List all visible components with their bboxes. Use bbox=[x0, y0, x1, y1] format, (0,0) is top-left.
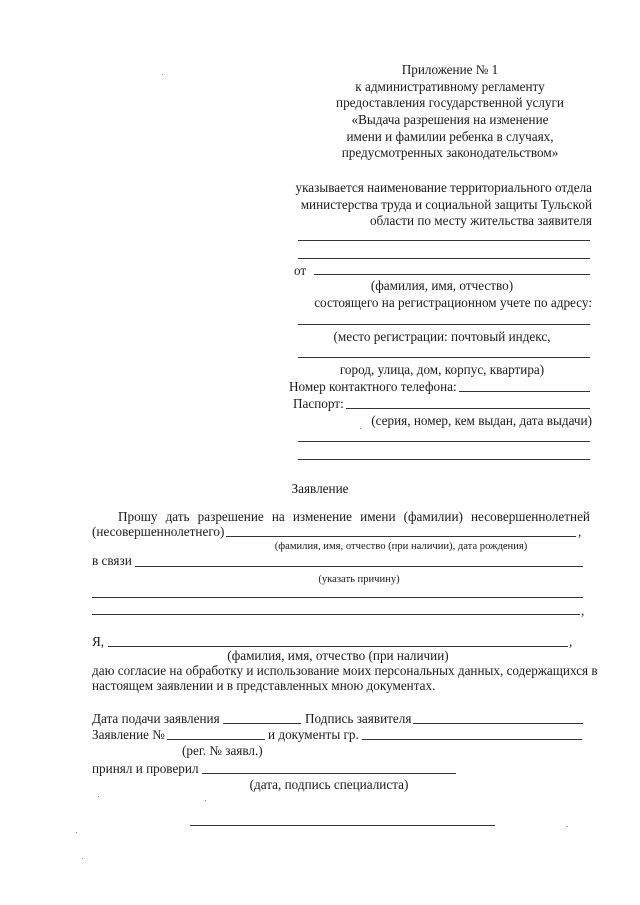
address-hint: город, улица, дом, корпус, квартира) bbox=[339, 362, 545, 377]
scan-speck bbox=[567, 826, 568, 827]
passport-extra-line[interactable] bbox=[298, 441, 590, 442]
i-hint: (фамилия, имя, отчество (при наличии) bbox=[227, 648, 449, 663]
i-label: Я, bbox=[92, 634, 105, 649]
fio-hint: (фамилия, имя, отчество) bbox=[370, 278, 514, 293]
phone-field[interactable] bbox=[459, 391, 590, 392]
appendix-title: Приложение № 1 bbox=[401, 62, 499, 77]
documents-name-field[interactable] bbox=[362, 739, 582, 740]
scan-speck bbox=[205, 800, 206, 801]
scan-speck bbox=[162, 74, 163, 75]
application-label: Заявление № bbox=[92, 727, 165, 742]
passport-label: Паспорт: bbox=[293, 396, 344, 411]
phone-label: Номер контактного телефона: bbox=[289, 379, 457, 394]
addressee-blank-line[interactable] bbox=[298, 240, 590, 241]
passport-extra-line[interactable] bbox=[298, 459, 590, 460]
reason-label: в связи bbox=[92, 553, 132, 568]
addressee-blank-line[interactable] bbox=[298, 258, 590, 259]
scan-speck bbox=[98, 796, 99, 797]
comma: , bbox=[578, 524, 582, 539]
signature-label: Подпись заявителя bbox=[305, 711, 412, 726]
reason-field[interactable] bbox=[135, 566, 583, 567]
from-fio-line[interactable] bbox=[314, 274, 590, 275]
consent-line: даю согласие на обработку и использование моих персональных данных, содержащихся в bbox=[92, 663, 598, 678]
reason-hint: (указать причину) bbox=[318, 574, 400, 585]
scan-speck bbox=[360, 428, 361, 429]
accepted-label: принял и проверил bbox=[92, 761, 199, 776]
registration-line[interactable] bbox=[298, 324, 590, 325]
documents-label: и документы гр. bbox=[268, 727, 359, 742]
signature-field[interactable] bbox=[413, 723, 583, 724]
appendix-line: предоставления государственной услуги bbox=[336, 95, 564, 110]
application-number-field[interactable] bbox=[167, 739, 265, 740]
appendix-line: предусмотренных законодательством» bbox=[341, 145, 559, 160]
document-title: Заявление bbox=[291, 481, 349, 496]
reg-hint: (рег. № заявл.) bbox=[182, 743, 263, 758]
appendix-line: «Выдача разрешения на изменение bbox=[351, 112, 549, 127]
appendix-line: к административному регламенту bbox=[355, 79, 545, 94]
place-hint: (место регистрации: почтовый индекс, bbox=[333, 329, 551, 344]
addressee-line: министерства труда и социальной защиты Тульской bbox=[300, 197, 592, 212]
request-line: (несовершеннолетнего) bbox=[92, 524, 225, 539]
scan-speck bbox=[76, 832, 77, 833]
reason-extra-line[interactable] bbox=[92, 614, 580, 615]
applicant-name-field[interactable] bbox=[108, 646, 568, 647]
address-line[interactable] bbox=[298, 357, 590, 358]
date-field[interactable] bbox=[223, 723, 301, 724]
date-label: Дата подачи заявления bbox=[92, 711, 220, 726]
from-label: от bbox=[294, 263, 307, 278]
comma: , bbox=[569, 634, 573, 649]
passport-hint: (серия, номер, кем выдан, дата выдачи) bbox=[371, 413, 592, 428]
accepted-field[interactable] bbox=[202, 773, 456, 774]
addressee-line: области по месту жительства заявителя bbox=[369, 213, 592, 228]
bottom-rule bbox=[190, 825, 495, 826]
registered-label: состоящего на регистрационном учете по адресу: bbox=[314, 295, 592, 310]
scan-speck bbox=[82, 858, 83, 859]
reason-extra-line[interactable] bbox=[92, 597, 583, 598]
child-hint: (фамилия, имя, отчество (при наличии), дата рождения) bbox=[274, 541, 528, 552]
comma: , bbox=[581, 603, 585, 618]
child-name-field[interactable] bbox=[226, 536, 576, 537]
specialist-hint: (дата, подпись специалиста) bbox=[249, 777, 409, 792]
consent-line: настоящем заявлении и в представленных мною документах. bbox=[92, 678, 436, 693]
passport-field[interactable] bbox=[346, 408, 590, 409]
appendix-line: имени и фамилии ребенка в случаях, bbox=[346, 129, 554, 144]
addressee-line: указывается наименование территориального отдела bbox=[295, 180, 592, 195]
request-line: Прошу дать разрешение на изменение имени (фамилии) несовершеннолетней bbox=[118, 509, 590, 524]
